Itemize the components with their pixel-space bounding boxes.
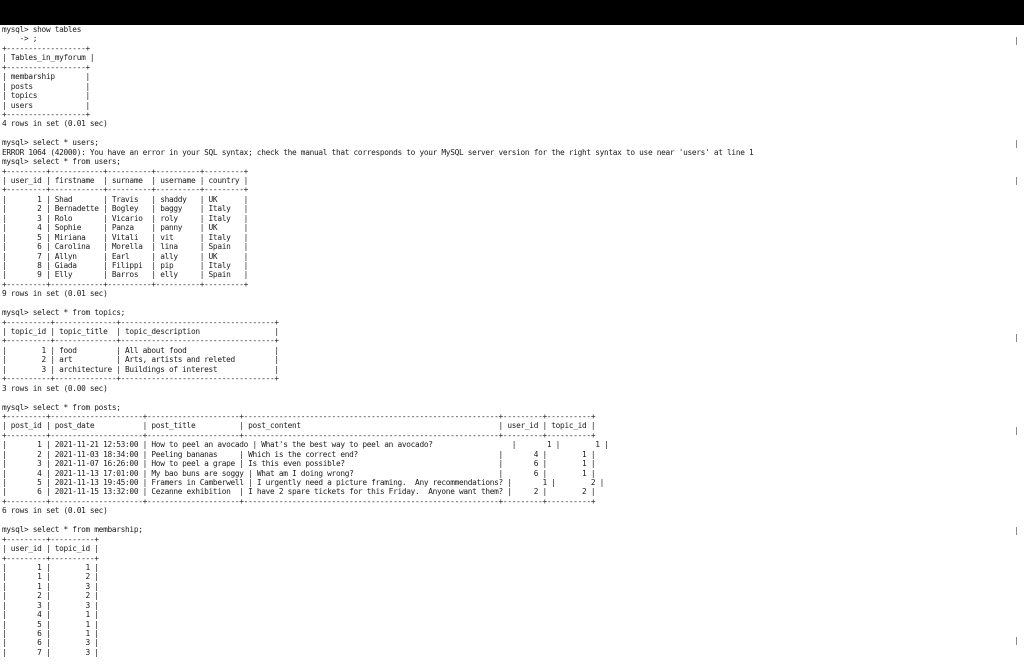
scrollbar-track[interactable] — [1016, 27, 1018, 647]
terminal-line: | user_id | topic_id | — [2, 544, 99, 554]
terminal-line: | 1 | 2 | — [2, 572, 99, 582]
terminal-line — [2, 516, 1002, 525]
terminal-line: +----------+--------------+-----------------------------------+ — [2, 317, 279, 327]
terminal-line: | 5 | Miriana | Vitali | vit | Italy | — [2, 232, 249, 242]
terminal-line: | 6 | 1 | — [2, 629, 99, 638]
terminal-line: | 5 | 2021-11-13 19:45:00 | Framers in Camberwell | I urgently need a picture framing. Any recommendations? | 1 | 2 | — [2, 478, 604, 487]
terminal-line: | membarship | — [2, 72, 90, 82]
terminal-line: +----------+--------------+-----------------------------------+ — [2, 374, 279, 384]
terminal-line: | 6 | 3 | — [2, 638, 99, 648]
terminal-line: ERROR 1064 (42000): You have an error in your SQL syntax; check the manual that corresponds to your MySQL server version for the right syntax to use near 'users' at line 1 — [2, 147, 754, 157]
terminal-line: | 3 | architecture | Buildings of interest | — [2, 364, 279, 374]
terminal-line: +----------+--------------+-----------------------------------+ — [2, 336, 279, 346]
terminal-line: | topic_id | topic_title | topic_description | — [2, 327, 279, 336]
terminal-line: | 1 | food | All about food | — [2, 345, 279, 355]
terminal-line: mysql> select * from users; — [2, 157, 121, 167]
terminal-line: | 1 | Shad | Travis | shaddy | UK | — [2, 194, 249, 204]
terminal-line: | 1 | 2021-11-21 12:53:00 | How to peel an avocado | What's the best way to peel an avocado? | 1 | 1 | — [2, 440, 609, 450]
window-title-bar — [0, 0, 1024, 25]
terminal-line: | 1 | 3 | — [2, 581, 99, 591]
terminal-line: | 4 | 2021-11-13 17:01:00 | My bao buns are soggy | What am I doing wrong? | 6 | 1 | — [2, 468, 596, 478]
terminal-line: | 6 | Carolina | Morella | lina | Spain | — [2, 242, 249, 252]
terminal-line: -> ; — [2, 34, 38, 44]
terminal-line: +---------+---------------------+---------------------+----------------------------------------------------------+---------+----------+ — [2, 411, 596, 421]
terminal-line: | 3 | 2021-11-07 16:26:00 | How to peel a grape | Is this even possible? | 6 | 1 | — [2, 459, 596, 469]
terminal-line: | 3 | Rolo | Vicario | roly | Italy | — [2, 213, 249, 223]
terminal-line: | 3 | 3 | — [2, 600, 99, 610]
scrollbar-tick — [1016, 37, 1017, 45]
terminal-line: 4 rows in set (0.01 sec) — [2, 119, 108, 129]
terminal-line: +---------+---------------------+---------------------+----------------------------------------------------------+---------+----------+ — [2, 430, 596, 440]
terminal-line: +------------------+ — [2, 43, 90, 53]
scrollbar-tick — [1016, 177, 1017, 185]
terminal-line: | posts | — [2, 81, 90, 91]
terminal-line: +---------+---------------------+---------------------+----------------------------------------------------------+---------+----------+ — [2, 496, 596, 506]
terminal-line: mysql> select * users; — [2, 138, 99, 148]
terminal-line: | user_id | firstname | surname | username | country | — [2, 176, 249, 185]
terminal-line: +---------+------------+----------+----------+---------+ — [2, 166, 249, 176]
terminal-line: | 2 | 2021-11-03 18:34:00 | Peeling bananas | Which is the correct end? | 4 | 1 | — [2, 449, 596, 459]
terminal-line: 6 rows in set (0.01 sec) — [2, 506, 108, 516]
terminal-line: | 2 | 2 | — [2, 591, 99, 601]
terminal-line: | 9 | Elly | Barros | elly | Spain | — [2, 270, 249, 280]
terminal-line — [2, 129, 1002, 138]
terminal-line: | 7 | Allyn | Earl | ally | UK | — [2, 251, 249, 261]
terminal-line: +---------+----------+ — [2, 534, 99, 544]
terminal-line: | 7 | 3 | — [2, 647, 99, 657]
scrollbar-tick — [1016, 140, 1017, 148]
scrollbar-tick — [1016, 427, 1017, 435]
terminal-line: | 4 | 1 | — [2, 610, 99, 620]
terminal-line: mysql> select * from membarship; — [2, 525, 143, 535]
terminal-line — [2, 393, 1002, 402]
terminal-line: | 6 | 2021-11-15 13:32:00 | Cezanne exhibition | I have 2 spare tickets for this Friday. Anyone want them? | 2 | 2 | — [2, 487, 596, 497]
scrollbar-tick — [1016, 637, 1017, 645]
scrollbar-tick — [1016, 334, 1017, 342]
terminal-line: | 1 | 1 | — [2, 562, 99, 572]
terminal-line: | 4 | Sophie | Panza | panny | UK | — [2, 223, 249, 233]
terminal-line: | Tables_in_myforum | — [2, 53, 95, 63]
terminal-line: | 2 | Bernadette | Bogley | baggy | Italy | — [2, 204, 249, 214]
scrollbar-tick — [1016, 527, 1017, 535]
terminal-line: | 8 | Giada | Filippi | pip | Italy | — [2, 260, 249, 270]
terminal-line: mysql> select * from posts; — [2, 402, 121, 412]
terminal-line: | 2 | art | Arts, artists and releted | — [2, 355, 279, 365]
terminal-line: +------------------+ — [2, 62, 90, 72]
terminal-line — [2, 299, 1002, 308]
terminal-line: | 5 | 1 | — [2, 619, 99, 629]
terminal-line: +---------+------------+----------+----------+---------+ — [2, 185, 249, 195]
terminal-line: mysql> show tables — [2, 25, 82, 34]
terminal-line: 3 rows in set (0.00 sec) — [2, 383, 108, 393]
terminal-line: | post_id | post_date | post_title | post_content | user_id | topic_id | — [2, 421, 596, 431]
terminal-line: | users | — [2, 100, 90, 110]
terminal-line: +---------+----------+ — [2, 553, 99, 563]
terminal-line: +---------+------------+----------+----------+---------+ — [2, 279, 249, 289]
terminal-line: | topics | — [2, 91, 90, 101]
terminal-line: +------------------+ — [2, 109, 90, 119]
terminal-line: 9 rows in set (0.01 sec) — [2, 289, 108, 299]
terminal-output[interactable] — [2, 25, 1002, 665]
terminal-line: mysql> select * from topics; — [2, 308, 126, 318]
